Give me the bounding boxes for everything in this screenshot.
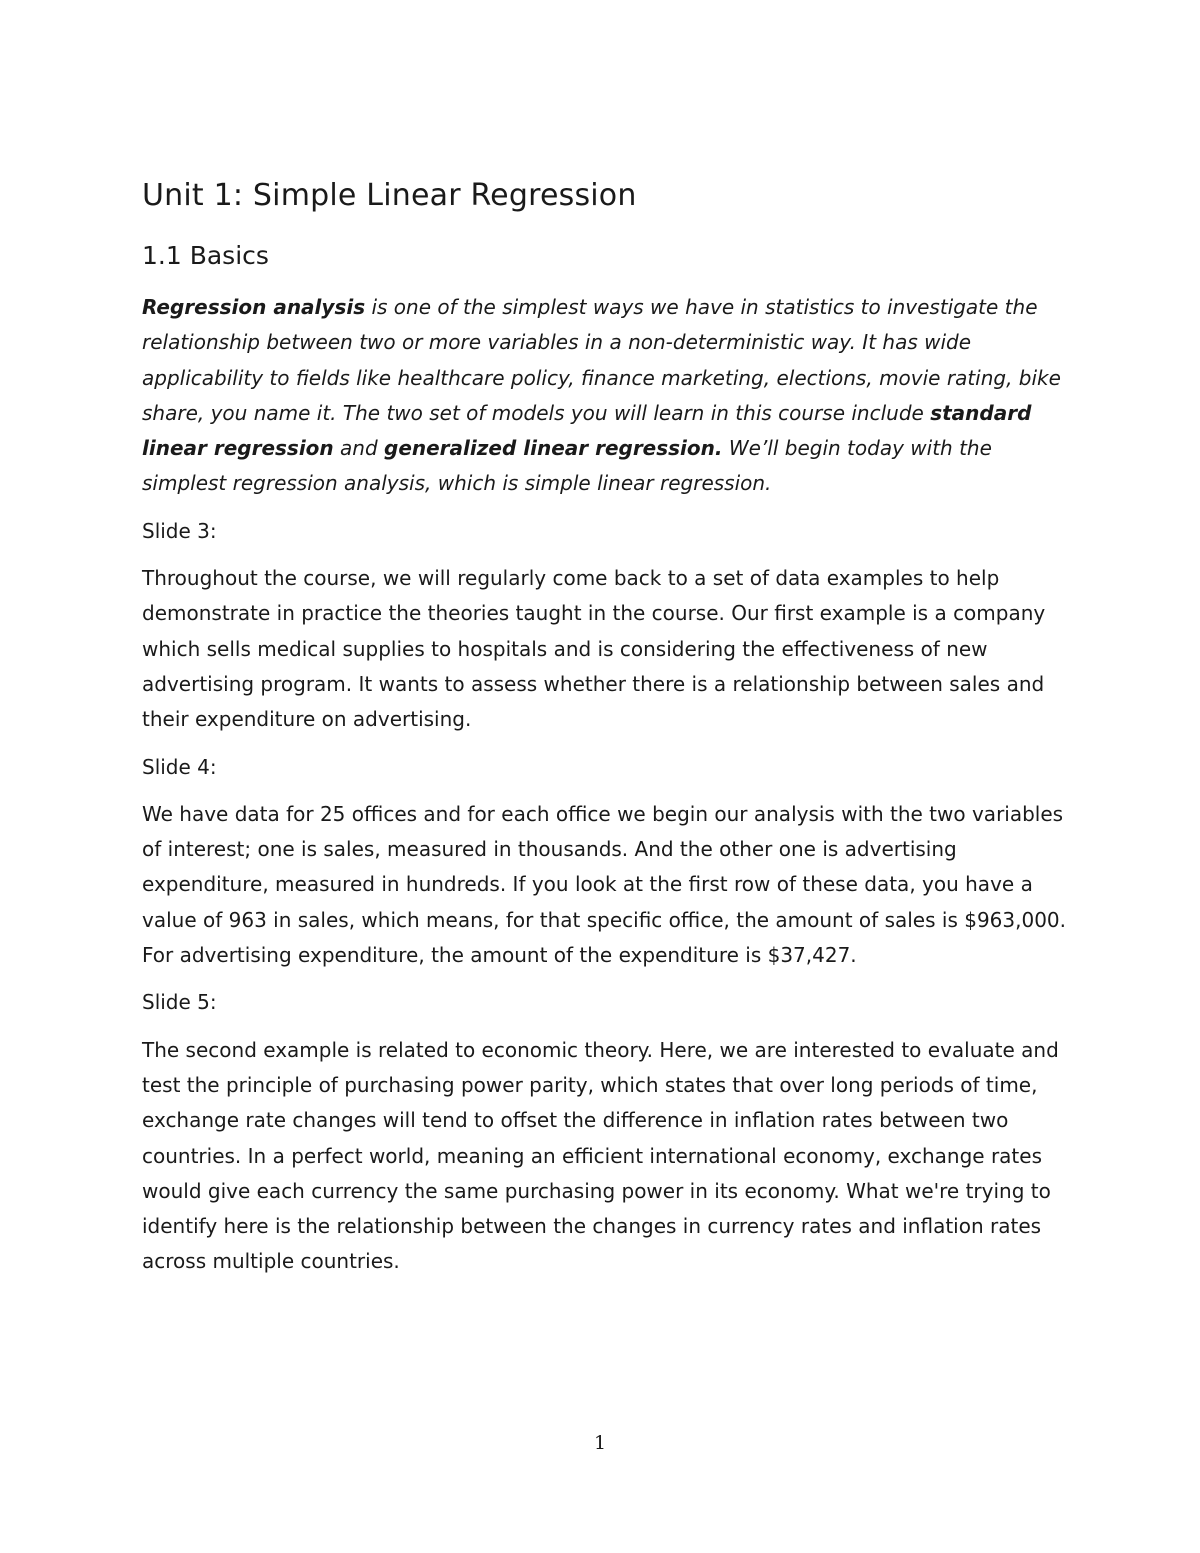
slide-5-label: Slide 5:	[142, 990, 217, 1015]
document-title: Unit 1: Simple Linear Regression	[142, 178, 637, 213]
intro-paragraph	[142, 290, 1072, 502]
slide-3-label: Slide 3:	[142, 518, 217, 543]
section-heading: 1.1 Basics	[142, 241, 269, 270]
intro-text-1: is one of the simplest ways we have in statistics to investigate the relationship between two or more variables in a non-deterministic way. It has wide applicability to fields like healthcare policy, finance marketing, elections, movie rating, bike share, you name it. The two set of models you will learn in this course include	[142, 295, 1061, 425]
document-page	[142, 170, 1072, 1292]
intro-text-3: We’ll begin today with the simplest regression analysis, which is simple linear regression.	[142, 436, 992, 496]
term-regression-analysis: Regression analysis	[142, 295, 366, 319]
slide-4-label: Slide 4:	[142, 754, 217, 779]
slide-5-paragraph: The second example is related to economic theory. Here, we are interested to evaluate and test the principle of purchasing power parity, which states that over long periods of time, exchange rate changes will tend to offset the difference in inflation rates between two countries. In a perfect world, meaning an efficient international economy, exchange rates would give each currency the same purchasing power in its economy. What we're trying to identify here is the relationship between the changes in currency rates and inflation rates across multiple countries.	[142, 1037, 1059, 1274]
slide-3-paragraph: Throughout the course, we will regularly come back to a set of data examples to help demonstrate in practice the theories taught in the course. Our first example is a company which sells medical supplies to hospitals and is considering the effectiveness of new advertising program. It wants to assess whether there is a relationship between sales and their expenditure on advertising.	[142, 566, 1046, 732]
slide-4-paragraph: We have data for 25 offices and for each office we begin our analysis with the two variables of interest; one is sales, measured in thousands. And the other one is advertising expenditure, measured in hundreds. If you look at the first row of these data, you have a value of 963 in sales, which means, for that specific office, the amount of sales is $963,000. For advertising expenditure, the amount of the expenditure is $37,427.	[142, 801, 1067, 968]
intro-text-2: and	[333, 436, 384, 461]
page-number: 1	[593, 1432, 607, 1454]
term-standard-linear-regression: standard linear regression	[142, 400, 1032, 461]
term-generalized-linear-regression: generalized linear regression.	[384, 436, 723, 461]
